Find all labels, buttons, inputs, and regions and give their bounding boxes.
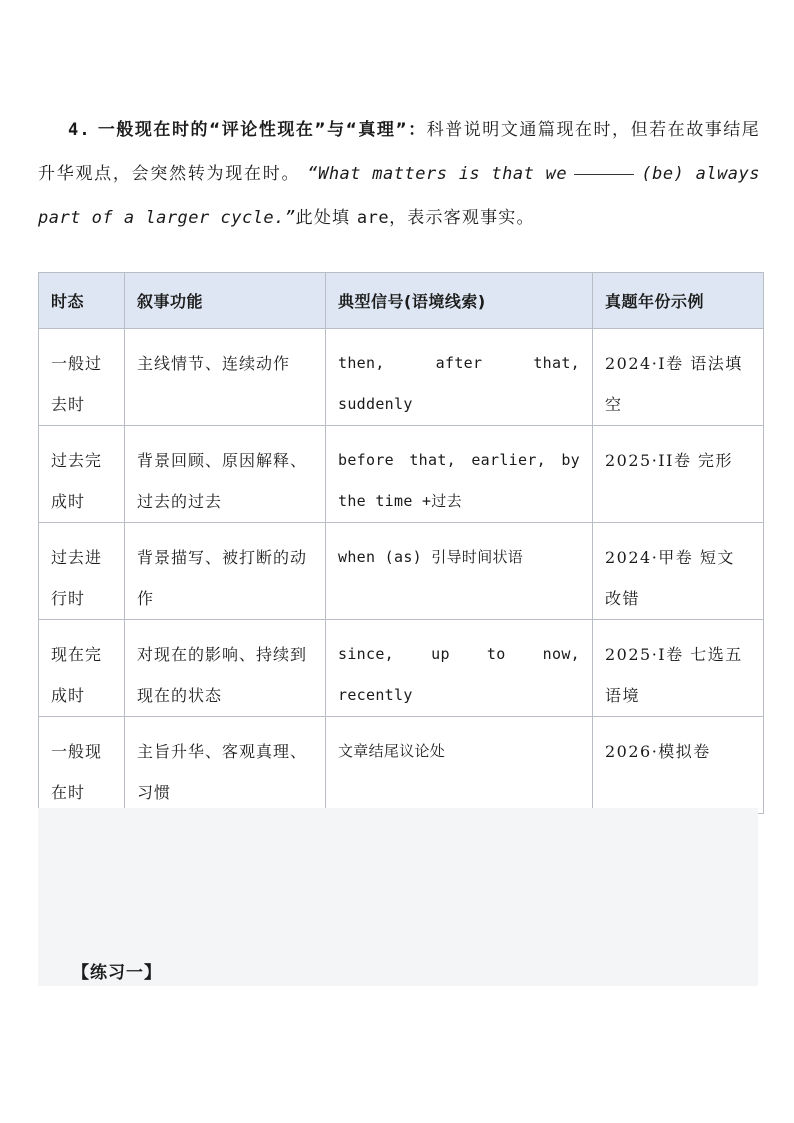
signal-cell: 文章结尾议论处 — [326, 717, 593, 814]
item-number: 4. — [68, 120, 91, 140]
section-heading: 一般现在时的“评论性现在”与“真理”： — [97, 120, 427, 140]
header-tense: 时态 — [39, 273, 125, 329]
function-cell: 主旨升华、客观真理、习惯 — [125, 717, 326, 814]
signal-cell: since, up to now, recently — [326, 620, 593, 717]
function-cell: 主线情节、连续动作 — [125, 329, 326, 426]
header-signal: 典型信号(语境线索) — [326, 273, 593, 329]
table-header-row — [39, 273, 764, 329]
tense-cell: 过去完成时 — [39, 426, 125, 523]
year-cell: 2025·II卷 完形 — [593, 426, 764, 523]
tense-summary-table — [38, 272, 764, 814]
table-row — [39, 426, 764, 523]
tense-cell: 一般过去时 — [39, 329, 125, 426]
year-cell: 2025·I卷 七选五语境 — [593, 620, 764, 717]
fill-in-blank — [574, 174, 634, 175]
explanation-text: 科普说明文通篇现在时，但若在故事结尾升华观点，会突然转为现在时。 — [38, 120, 761, 184]
function-cell: 对现在的影响、持续到现在的状态 — [125, 620, 326, 717]
tense-cell: 一般现在时 — [39, 717, 125, 814]
explanation-paragraph — [38, 108, 760, 240]
year-cell: 2024·I卷 语法填空 — [593, 329, 764, 426]
table-row — [39, 717, 764, 814]
header-function: 叙事功能 — [125, 273, 326, 329]
exercise-heading: 【练习一】 — [72, 963, 162, 983]
signal-cell: when (as) 引导时间状语 — [326, 523, 593, 620]
year-cell: 2024·甲卷 短文改错 — [593, 523, 764, 620]
table-row — [39, 329, 764, 426]
header-year-example: 真题年份示例 — [593, 273, 764, 329]
function-cell: 背景回顾、原因解释、过去的过去 — [125, 426, 326, 523]
year-cell: 2026·模拟卷 — [593, 717, 764, 814]
tense-cell: 过去进行时 — [39, 523, 125, 620]
function-cell: 背景描写、被打断的动作 — [125, 523, 326, 620]
signal-cell: then, after that, suddenly — [326, 329, 593, 426]
signal-cell: before that, earlier, by the time +过去 — [326, 426, 593, 523]
table-row — [39, 523, 764, 620]
table-row — [39, 620, 764, 717]
tense-cell: 现在完成时 — [39, 620, 125, 717]
answer-intro: 此处填 — [295, 208, 351, 228]
answer-explanation: ，表示客观事实。 — [389, 208, 535, 228]
answer-word: are — [356, 208, 390, 228]
example-quote-start: “What matters is that we — [307, 164, 568, 184]
example-quote-end: (be) always part of a larger cycle.” — [38, 164, 761, 228]
